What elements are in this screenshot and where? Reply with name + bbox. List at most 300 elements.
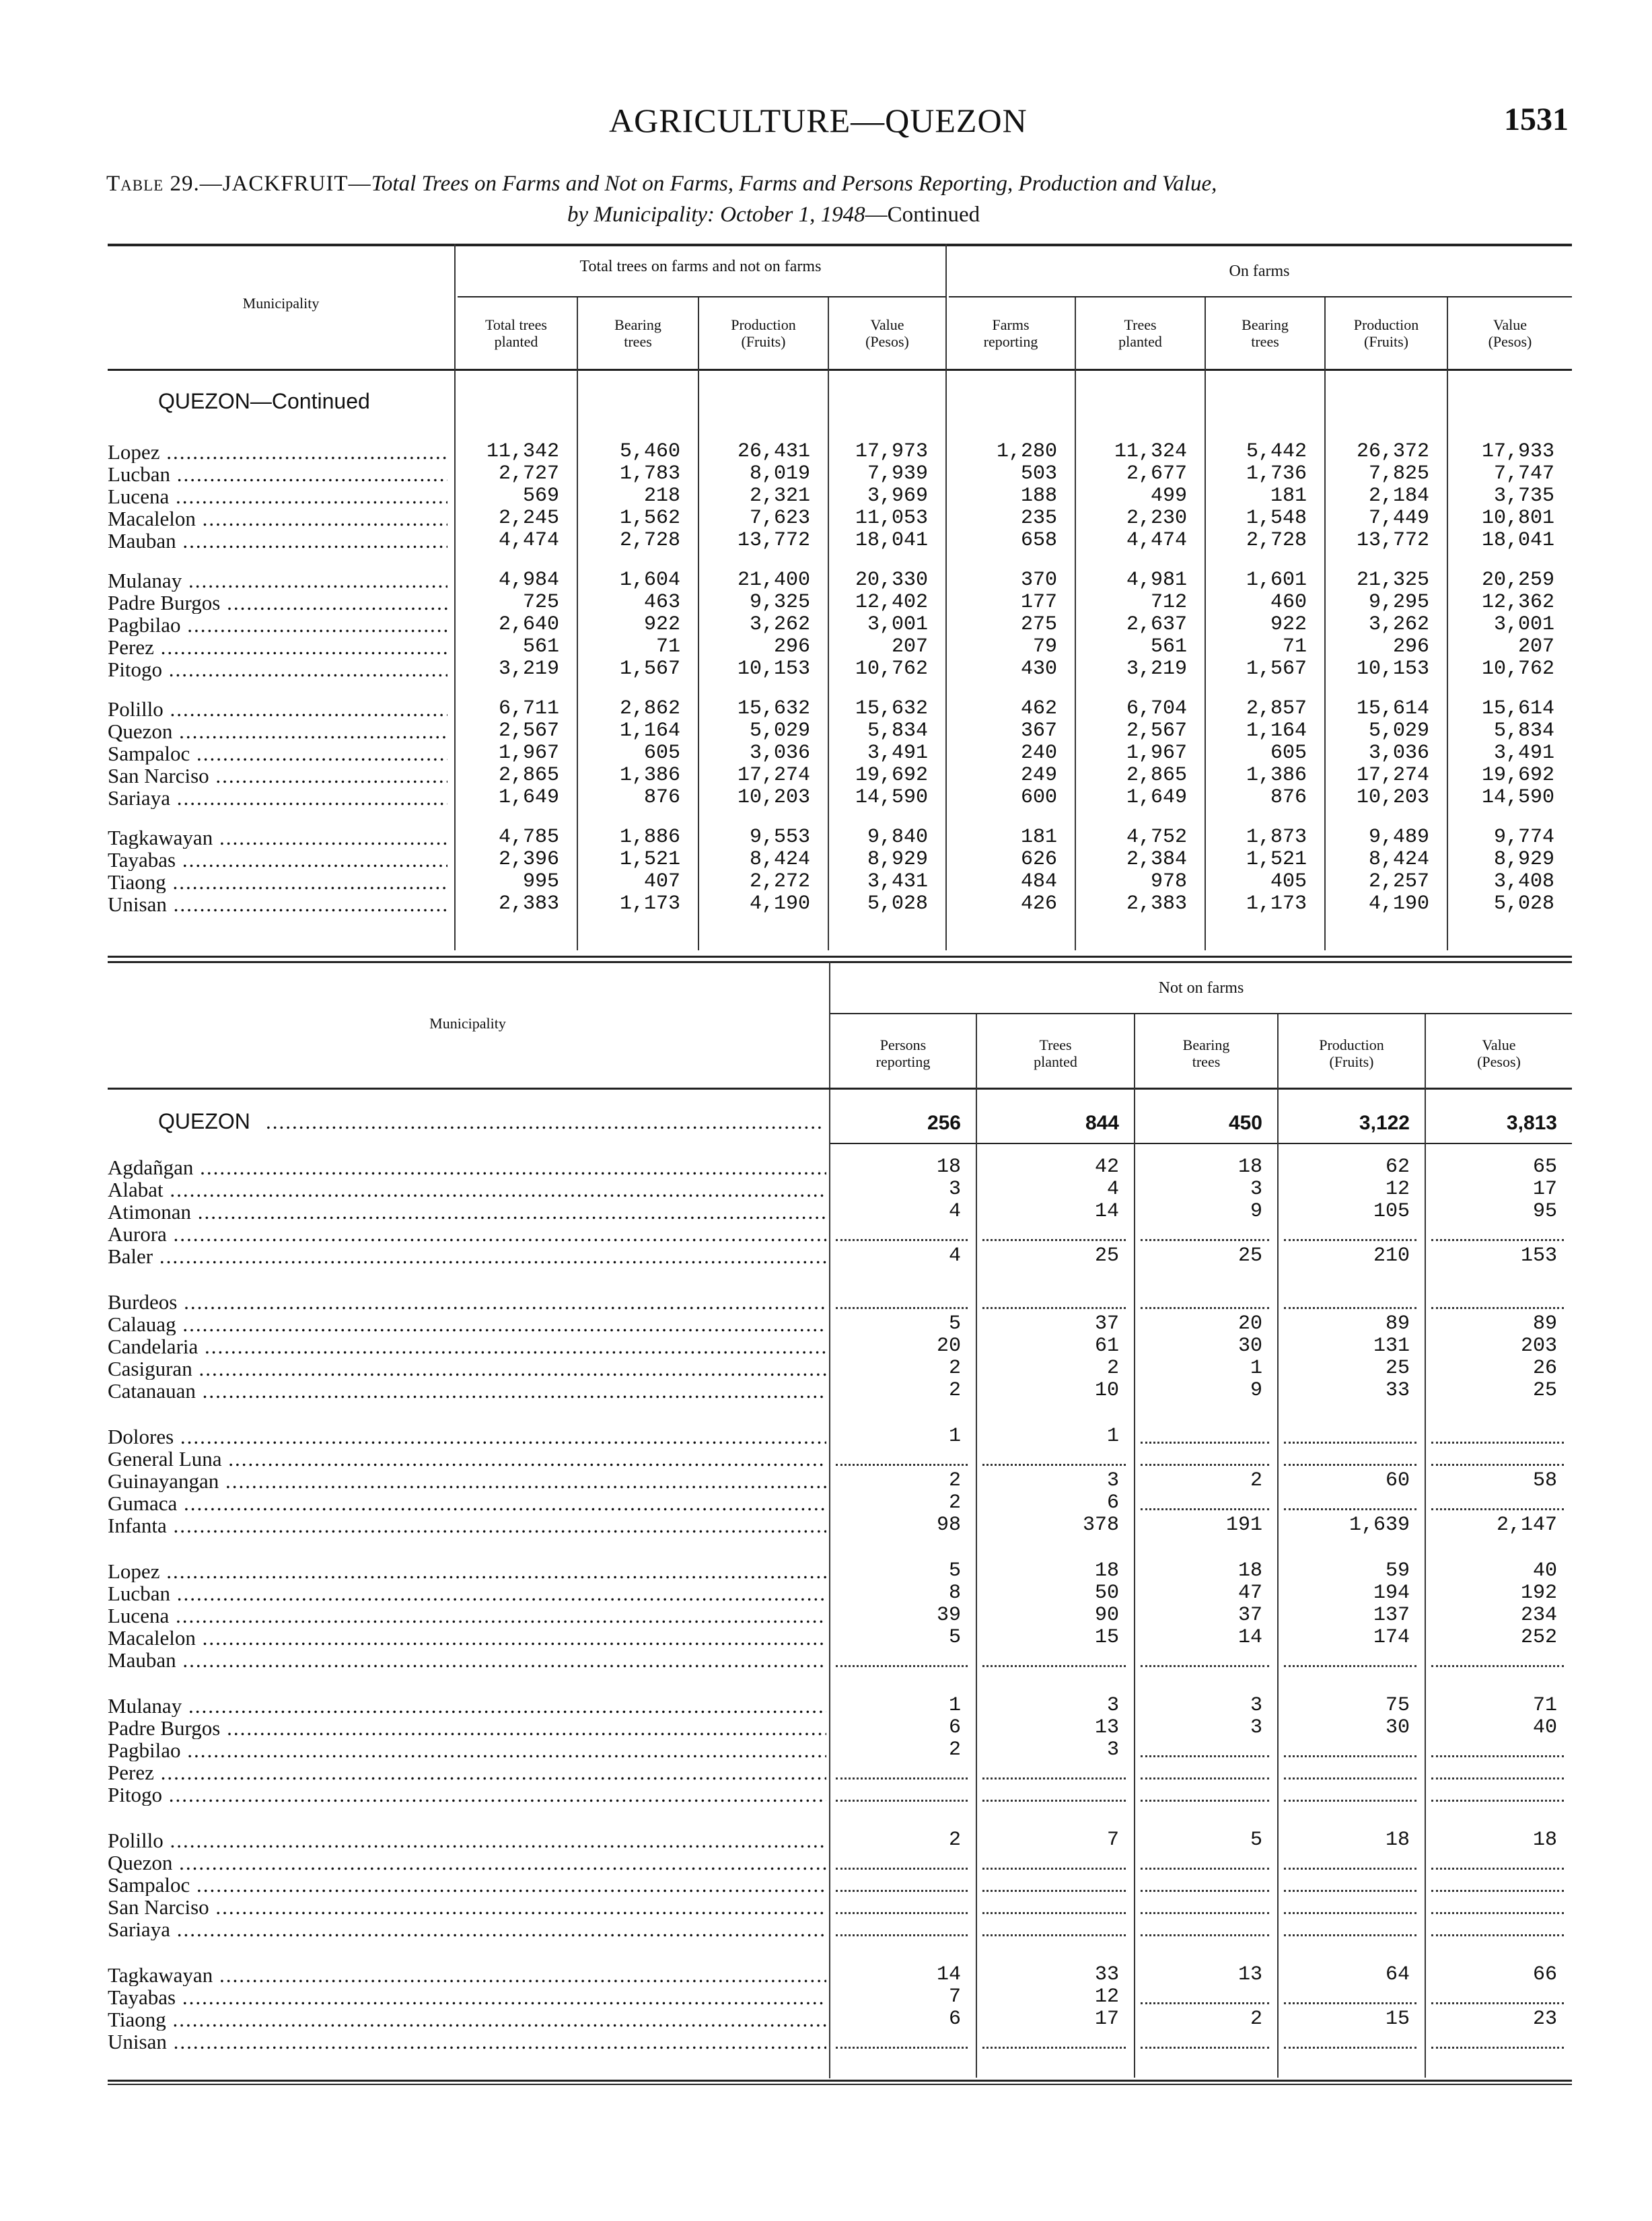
table-cell: 2,637 <box>1126 613 1187 636</box>
table-cell: 4,474 <box>498 529 559 552</box>
empty-cell-leader <box>1284 1912 1416 1914</box>
municipality-name: Padre Burgos ..... <box>108 592 447 614</box>
table-cell: 9,553 <box>749 826 810 849</box>
caption-title-line2: by Municipality: October 1, 1948 <box>567 203 865 227</box>
table-cell: 9 <box>1250 1200 1262 1223</box>
bottom-col-header: Value (Pesos) <box>1477 1036 1521 1070</box>
table-cell: 2,245 <box>498 507 559 530</box>
table-cell: 210 <box>1373 1244 1410 1267</box>
table-cell: 658 <box>1020 529 1057 552</box>
table-cell: 17 <box>1094 2008 1119 2031</box>
table-cell: 12 <box>1385 1178 1410 1201</box>
table-cell: 18,041 <box>855 529 928 552</box>
bottom-group-not-on-farms: Not on farms <box>1158 979 1244 997</box>
municipality-name: Lucban ..... <box>108 463 447 485</box>
section-label: QUEZON—Continued <box>158 389 370 413</box>
table-cell: 21,400 <box>737 569 810 592</box>
table-cell: 20 <box>1237 1312 1262 1335</box>
top-col-header: Value (Pesos) <box>1488 316 1532 350</box>
municipality-name: Pitogo ..... <box>108 658 447 680</box>
bottom-total-label: QUEZON <box>158 1109 250 1133</box>
table-cell: 1,639 <box>1349 1514 1410 1537</box>
table-cell: 1,567 <box>1246 658 1307 680</box>
table-cell: 1,521 <box>619 848 680 871</box>
table-cell: 3,491 <box>867 742 928 765</box>
table-cell: 3,408 <box>1493 870 1554 893</box>
table-cell: 2,677 <box>1126 462 1187 485</box>
table-cell: 405 <box>1270 870 1307 893</box>
table-cell: 3 <box>1250 1694 1262 1717</box>
table-cell: 3,036 <box>1368 742 1429 765</box>
municipality-name: Mulanay ..... <box>108 1695 826 1717</box>
table-cell: 426 <box>1020 892 1057 915</box>
municipality-name: Lucena ..... <box>108 1605 826 1627</box>
table-cell: 18 <box>1237 1156 1262 1178</box>
table-cell: 367 <box>1020 719 1057 742</box>
table-cell: 296 <box>773 635 810 658</box>
table-cell: 89 <box>1532 1312 1557 1335</box>
table-cell: 18 <box>1385 1829 1410 1852</box>
table-cell: 9,295 <box>1368 591 1429 614</box>
table-cell: 12,402 <box>855 591 928 614</box>
table-cell: 1,567 <box>619 658 680 680</box>
table-cell: 5 <box>948 1559 961 1582</box>
table-cell: 71 <box>655 635 680 658</box>
bottom-col-header: Trees planted <box>1034 1036 1077 1070</box>
table-cell: 2,383 <box>498 892 559 915</box>
table-cell: 561 <box>1150 635 1187 658</box>
table-cell: 15,632 <box>855 697 928 720</box>
table-cell: 37 <box>1094 1312 1119 1335</box>
total-cell: 844 <box>1085 1112 1119 1134</box>
table-cell: 5 <box>948 1626 961 1649</box>
total-cell: 3,813 <box>1506 1112 1557 1134</box>
table-cell: 13 <box>1094 1716 1119 1739</box>
empty-cell-leader <box>1284 2047 1416 2049</box>
table-cell: 1,967 <box>498 742 559 765</box>
table-cell: 1 <box>1250 1357 1262 1380</box>
municipality-name: Padre Burgos ..... <box>108 1717 826 1739</box>
municipality-name: Baler ..... <box>108 1245 826 1267</box>
table-cell: 4 <box>948 1244 961 1267</box>
empty-cell-leader <box>1431 1800 1564 1802</box>
table-cell: 2,396 <box>498 848 559 871</box>
table-cell: 207 <box>1517 635 1554 658</box>
table-cell: 20,330 <box>855 569 928 592</box>
table-cell: 3,001 <box>867 613 928 636</box>
table-cell: 174 <box>1373 1626 1410 1649</box>
municipality-name: Tagkawayan ..... <box>108 826 447 849</box>
empty-cell-leader <box>982 1868 1126 1870</box>
table-cell: 137 <box>1373 1604 1410 1627</box>
table-cell: 2,147 <box>1496 1514 1557 1537</box>
table-cell: 10,203 <box>737 786 810 809</box>
table-cell: 10,762 <box>1481 658 1554 680</box>
table-cell: 75 <box>1385 1694 1410 1717</box>
empty-cell-leader <box>1431 1868 1564 1870</box>
table-cell: 1,173 <box>1246 892 1307 915</box>
table-cell: 8,929 <box>1493 848 1554 871</box>
table-cell: 2,567 <box>1126 719 1187 742</box>
table-cell: 4,190 <box>749 892 810 915</box>
table-cell: 7,623 <box>749 507 810 530</box>
table-cell: 23 <box>1532 2008 1557 2031</box>
table-cell: 11,053 <box>855 507 928 530</box>
municipality-name: Pitogo ..... <box>108 1784 826 1806</box>
table-cell: 188 <box>1020 485 1057 507</box>
empty-cell-leader <box>836 1239 968 1241</box>
table-cell: 600 <box>1020 786 1057 809</box>
table-cell: 2,567 <box>498 719 559 742</box>
table-cell: 1,164 <box>619 719 680 742</box>
table-cell: 2 <box>1106 1357 1119 1380</box>
table-cell: 2,257 <box>1368 870 1429 893</box>
table-cell: 2 <box>1250 2008 1262 2031</box>
empty-cell-leader <box>1284 1800 1416 1802</box>
empty-cell-leader <box>1431 1890 1564 1892</box>
table-cell: 131 <box>1373 1335 1410 1358</box>
table-cell: 1,521 <box>1246 848 1307 871</box>
table-cell: 1,873 <box>1246 826 1307 849</box>
table-cell: 2,865 <box>498 764 559 787</box>
table-cell: 47 <box>1237 1582 1262 1605</box>
municipality-name: Calauag ..... <box>108 1313 826 1335</box>
table-cell: 66 <box>1532 1963 1557 1986</box>
empty-cell-leader <box>836 1800 968 1802</box>
table-cell: 240 <box>1020 742 1057 765</box>
top-col-header: Production (Fruits) <box>731 316 796 350</box>
municipality-name: Casiguran ..... <box>108 1358 826 1380</box>
table-cell: 64 <box>1385 1963 1410 1986</box>
empty-cell-leader <box>982 1464 1126 1466</box>
empty-cell-leader <box>836 2047 968 2049</box>
table-cell: 3 <box>1106 1694 1119 1717</box>
table-cell: 14 <box>1237 1626 1262 1649</box>
table-cell: 5,442 <box>1246 440 1307 463</box>
table-cell: 503 <box>1020 462 1057 485</box>
table-cell: 5,460 <box>619 440 680 463</box>
table-cell: 2,857 <box>1246 697 1307 720</box>
municipality-name: Candelaria ..... <box>108 1335 826 1358</box>
empty-cell-leader <box>836 1868 968 1870</box>
empty-cell-leader <box>1284 1777 1416 1779</box>
table-cell: 181 <box>1020 826 1057 849</box>
municipality-name: Infanta ..... <box>108 1514 826 1537</box>
table-cell: 25 <box>1094 1244 1119 1267</box>
municipality-name: Gumaca ..... <box>108 1492 826 1514</box>
municipality-name: Pagbilao ..... <box>108 1739 826 1761</box>
municipality-name: Pagbilao ..... <box>108 614 447 636</box>
top-col-header: Farms reporting <box>983 316 1038 350</box>
table-cell: 1,886 <box>619 826 680 849</box>
municipality-name: Perez ..... <box>108 1761 826 1784</box>
table-cell: 1,173 <box>619 892 680 915</box>
table-cell: 30 <box>1385 1716 1410 1739</box>
table-cell: 7,747 <box>1493 462 1554 485</box>
empty-cell-leader <box>1431 1442 1564 1444</box>
table-cell: 995 <box>522 870 559 893</box>
table-cell: 18 <box>1237 1559 1262 1582</box>
empty-cell-leader <box>836 1464 968 1466</box>
table-cell: 8 <box>948 1582 961 1605</box>
table-cell: 3,431 <box>867 870 928 893</box>
table-cell: 7,825 <box>1368 462 1429 485</box>
running-head: AGRICULTURE—QUEZON <box>609 102 1028 139</box>
municipality-name: General Luna ..... <box>108 1448 826 1470</box>
table-cell: 12 <box>1094 1985 1119 2008</box>
empty-cell-leader <box>1141 1464 1269 1466</box>
municipality-name: Unisan ..... <box>108 2031 826 2053</box>
table-cell: 235 <box>1020 507 1057 530</box>
table-cell: 5,029 <box>749 719 810 742</box>
table-cell: 50 <box>1094 1582 1119 1605</box>
total-cell: 450 <box>1228 1112 1262 1134</box>
table-cell: 463 <box>643 591 680 614</box>
municipality-name: Aurora ..... <box>108 1223 826 1245</box>
top-group-on-farms: On farms <box>1229 262 1290 280</box>
empty-cell-leader <box>1141 1755 1269 1757</box>
table-cell: 4,190 <box>1368 892 1429 915</box>
table-cell: 876 <box>643 786 680 809</box>
bottom-col-header: Production (Fruits) <box>1319 1036 1384 1070</box>
page-number: 1531 <box>1504 102 1569 137</box>
empty-cell-leader <box>982 1800 1126 1802</box>
municipality-name: San Narciso ..... <box>108 765 447 787</box>
empty-cell-leader <box>1284 1934 1416 1936</box>
table-cell: 2,384 <box>1126 848 1187 871</box>
table-cell: 2,321 <box>749 485 810 507</box>
caption-label: Table 29.—JACKFRUIT— <box>106 172 371 196</box>
table-cell: 3,001 <box>1493 613 1554 636</box>
bottom-col-header: Persons reporting <box>875 1036 931 1070</box>
table-cell: 2,862 <box>619 697 680 720</box>
table-cell: 8,019 <box>749 462 810 485</box>
empty-cell-leader <box>982 2047 1126 2049</box>
table-cell: 25 <box>1237 1244 1262 1267</box>
table-cell: 605 <box>643 742 680 765</box>
table-cell: 2,272 <box>749 870 810 893</box>
municipality-name: Mulanay ..... <box>108 569 447 592</box>
top-group-total-trees: Total trees on farms and not on farms <box>579 258 822 275</box>
top-col-header: Total trees planted <box>485 316 547 350</box>
empty-cell-leader <box>1431 1464 1564 1466</box>
table-cell: 2 <box>948 1469 961 1492</box>
empty-cell-leader <box>836 1912 968 1914</box>
table-cell: 14,590 <box>855 786 928 809</box>
table-cell: 105 <box>1373 1200 1410 1223</box>
table-cell: 626 <box>1020 848 1057 871</box>
table-cell: 922 <box>643 613 680 636</box>
top-stub-header: Municipality <box>242 295 320 312</box>
table-cell: 430 <box>1020 658 1057 680</box>
municipality-name: Dolores ..... <box>108 1425 826 1448</box>
table-cell: 9,489 <box>1368 826 1429 849</box>
table-cell: 3,219 <box>1126 658 1187 680</box>
empty-cell-leader <box>1141 1934 1269 1936</box>
table-cell: 42 <box>1094 1156 1119 1178</box>
table-cell: 922 <box>1270 613 1307 636</box>
empty-cell-leader <box>1431 1665 1564 1667</box>
table-cell: 79 <box>1032 635 1057 658</box>
table-cell: 15,614 <box>1356 697 1429 720</box>
total-cell: 256 <box>927 1112 961 1134</box>
table-cell: 6,704 <box>1126 697 1187 720</box>
table-cell: 2 <box>948 1829 961 1852</box>
table-cell: 1,783 <box>619 462 680 485</box>
table-cell: 15,614 <box>1481 697 1554 720</box>
table-cell: 21,325 <box>1356 569 1429 592</box>
empty-cell-leader <box>1284 1890 1416 1892</box>
table-cell: 2,230 <box>1126 507 1187 530</box>
municipality-name: Agdañgan ..... <box>108 1156 826 1178</box>
bottom-col-header: Bearing trees <box>1182 1036 1230 1070</box>
municipality-name: Perez ..... <box>108 636 447 658</box>
table-cell: 30 <box>1237 1335 1262 1358</box>
table-cell: 8,424 <box>749 848 810 871</box>
table-cell: 370 <box>1020 569 1057 592</box>
table-cell: 1,280 <box>996 440 1057 463</box>
table-cell: 17,274 <box>1356 764 1429 787</box>
table-cell: 40 <box>1532 1559 1557 1582</box>
table-cell: 61 <box>1094 1335 1119 1358</box>
municipality-name: Guinayangan ..... <box>108 1470 826 1492</box>
table-cell: 33 <box>1094 1963 1119 1986</box>
table-cell: 6,711 <box>498 697 559 720</box>
table-cell: 59 <box>1385 1559 1410 1582</box>
table-cell: 1 <box>948 1425 961 1448</box>
table-cell: 712 <box>1150 591 1187 614</box>
table-cell: 192 <box>1520 1582 1557 1605</box>
table-cell: 13,772 <box>1356 529 1429 552</box>
table-cell: 3 <box>1106 1738 1119 1761</box>
empty-cell-leader <box>1431 2002 1564 2004</box>
municipality-name: Sariaya ..... <box>108 787 447 809</box>
table-cell: 15 <box>1385 2008 1410 2031</box>
table-cell: 2,640 <box>498 613 559 636</box>
table-cell: 19,692 <box>1481 764 1554 787</box>
table-cell: 249 <box>1020 764 1057 787</box>
table-cell: 978 <box>1150 870 1187 893</box>
municipality-name: Unisan ..... <box>108 893 447 915</box>
bottom-stub-header: Municipality <box>429 1015 506 1032</box>
table-cell: 7,449 <box>1368 507 1429 530</box>
table-cell: 2 <box>1250 1469 1262 1492</box>
table-cell: 2,728 <box>619 529 680 552</box>
empty-cell-leader <box>836 1890 968 1892</box>
empty-cell-leader <box>1284 1307 1416 1309</box>
empty-cell-leader <box>1431 1508 1564 1510</box>
table-cell: 3 <box>948 1178 961 1201</box>
top-col-header: Bearing trees <box>1242 316 1289 350</box>
empty-cell-leader <box>1431 1307 1564 1309</box>
top-col-header: Value (Pesos) <box>865 316 909 350</box>
empty-cell-leader <box>1431 1912 1564 1914</box>
table-cell: 7,939 <box>867 462 928 485</box>
municipality-name: Quezon ..... <box>108 720 447 742</box>
table-cell: 8,929 <box>867 848 928 871</box>
table-cell: 296 <box>1392 635 1429 658</box>
empty-cell-leader <box>1431 2047 1564 2049</box>
municipality-name: Lucena ..... <box>108 485 447 507</box>
table-cell: 3,036 <box>749 742 810 765</box>
table-cell: 6 <box>1106 1491 1119 1514</box>
table-cell: 378 <box>1082 1514 1119 1537</box>
top-col-header: Trees planted <box>1118 316 1162 350</box>
table-cell: 15,632 <box>737 697 810 720</box>
table-cell: 89 <box>1385 1312 1410 1335</box>
table-cell: 1,649 <box>498 786 559 809</box>
table-cell: 5,834 <box>1493 719 1554 742</box>
municipality-name: Tiaong ..... <box>108 871 447 893</box>
table-cell: 3 <box>1250 1178 1262 1201</box>
table-cell: 3 <box>1106 1469 1119 1492</box>
table-cell: 191 <box>1225 1514 1262 1537</box>
table-cell: 2 <box>948 1738 961 1761</box>
table-cell: 18 <box>936 1156 961 1178</box>
table-cell: 2 <box>948 1357 961 1380</box>
municipality-name: Mauban ..... <box>108 530 447 552</box>
empty-cell-leader <box>836 1665 968 1667</box>
table-cell: 10,762 <box>855 658 928 680</box>
table-cell: 65 <box>1532 1156 1557 1178</box>
municipality-name: Polillo ..... <box>108 698 447 720</box>
table-cell: 6 <box>948 1716 961 1739</box>
empty-cell-leader <box>1284 1665 1416 1667</box>
table-cell: 15 <box>1094 1626 1119 1649</box>
table-cell: 95 <box>1532 1200 1557 1223</box>
empty-cell-leader <box>982 1777 1126 1779</box>
municipality-name: Tagkawayan ..... <box>108 1964 826 1986</box>
empty-cell-leader <box>1141 1665 1269 1667</box>
municipality-name: Atimonan ..... <box>108 1201 826 1223</box>
caption-title: Total Trees on Farms and Not on Farms, Farms and Persons Reporting, Production and Value, <box>371 172 1217 196</box>
table-cell: 18,041 <box>1481 529 1554 552</box>
table-cell: 62 <box>1385 1156 1410 1178</box>
empty-cell-leader <box>1431 1777 1564 1779</box>
table-cell: 4 <box>1106 1178 1119 1201</box>
table-cell: 19,692 <box>855 764 928 787</box>
empty-cell-leader <box>1141 1442 1269 1444</box>
municipality-name: Macalelon ..... <box>108 1627 826 1649</box>
empty-cell-leader <box>1284 1755 1416 1757</box>
table-cell: 605 <box>1270 742 1307 765</box>
empty-cell-leader <box>1284 1464 1416 1466</box>
table-cell: 4,474 <box>1126 529 1187 552</box>
table-cell: 177 <box>1020 591 1057 614</box>
empty-cell-leader <box>1284 2002 1416 2004</box>
table-cell: 7 <box>948 1985 961 2008</box>
municipality-name: Macalelon ..... <box>108 507 447 530</box>
table-cell: 17,274 <box>737 764 810 787</box>
table-cell: 207 <box>891 635 928 658</box>
table-cell: 4,752 <box>1126 826 1187 849</box>
municipality-name: Lopez ..... <box>108 1560 826 1582</box>
empty-cell-leader <box>1284 1239 1416 1241</box>
table-cell: 11,324 <box>1114 440 1187 463</box>
table-cell: 3,262 <box>1368 613 1429 636</box>
table-cell: 14,590 <box>1481 786 1554 809</box>
table-cell: 4,785 <box>498 826 559 849</box>
table-cell: 725 <box>522 591 559 614</box>
table-cell: 12,362 <box>1481 591 1554 614</box>
table-cell: 1,562 <box>619 507 680 530</box>
empty-cell-leader <box>1431 1934 1564 1936</box>
table-cell: 3,969 <box>867 485 928 507</box>
table-cell: 39 <box>936 1604 961 1627</box>
municipality-name: Tiaong ..... <box>108 2008 826 2031</box>
table-cell: 1,736 <box>1246 462 1307 485</box>
empty-cell-leader <box>1141 1800 1269 1802</box>
